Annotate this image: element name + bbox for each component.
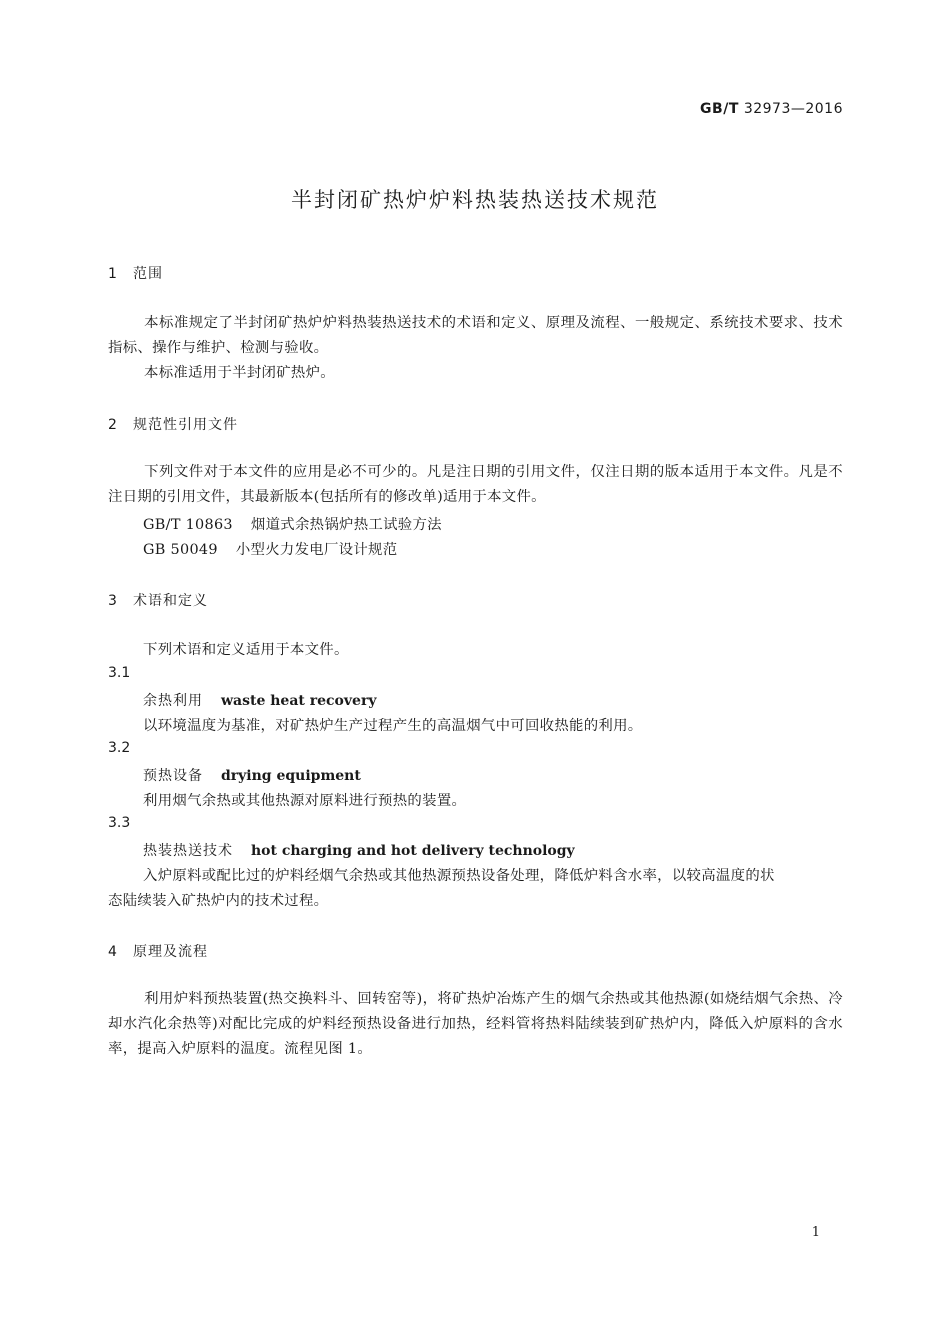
- term-name-cn: 预热设备: [143, 768, 203, 784]
- term-name-cn: 热装热送技术: [143, 843, 233, 859]
- section-2-heading: [108, 414, 238, 434]
- section-3-intro: 下列术语和定义适用于本文件。: [143, 642, 349, 658]
- reference-code: GB 50049: [143, 542, 218, 558]
- term-definition-line-2: 态陆续装入矿热炉内的技术过程。: [108, 893, 329, 909]
- section-number: 3: [108, 593, 118, 609]
- standard-number: 32973—2016: [743, 101, 843, 117]
- term-number: 3.1: [108, 665, 131, 681]
- standard-code: [700, 101, 843, 117]
- reference-title: 小型火力发电厂设计规范: [235, 542, 398, 558]
- standard-prefix: GB/T: [700, 101, 739, 117]
- term-name-en: drying equipment: [221, 768, 361, 784]
- section-3-heading: [108, 590, 208, 610]
- section-1-paragraph-2: 本标准适用于半封闭矿热炉。: [144, 365, 335, 381]
- section-title: 规范性引用文件: [133, 417, 238, 433]
- reference-item: [143, 513, 442, 534]
- term-name-cn: 余热利用: [143, 693, 203, 709]
- section-number: 1: [108, 266, 118, 282]
- page-number: 1: [811, 1225, 820, 1240]
- section-title: 原理及流程: [133, 944, 208, 960]
- term-number: 3.2: [108, 740, 131, 756]
- section-number: 4: [108, 944, 118, 960]
- section-4-paragraph-1: 利用炉料预热装置(热交换料斗、回转窑等)，将矿热炉冶炼产生的烟气余热或其他热源(如烧结烟气余热、冷却水汽化余热等)对配比完成的炉料经预热设备进行加热，经料管将热料陆续装到矿热炉内，降低入炉原料的含水率，提高入炉原料的温度。流程见图 1。: [108, 991, 843, 1057]
- term-name: [143, 840, 575, 860]
- reference-title: 烟道式余热锅炉热工试验方法: [250, 517, 442, 533]
- term-number: 3.3: [108, 815, 131, 831]
- term-definition: 利用烟气余热或其他热源对原料进行预热的装置。: [143, 793, 467, 809]
- term-name-en: waste heat recovery: [221, 693, 377, 709]
- term-name: [143, 765, 361, 785]
- section-title: 术语和定义: [133, 593, 208, 609]
- term-name-en: hot charging and hot delivery technology: [251, 843, 575, 859]
- section-number: 2: [108, 417, 118, 433]
- reference-code: GB/T 10863: [143, 517, 233, 533]
- section-2-paragraph-1: 下列文件对于本文件的应用是必不可少的。凡是注日期的引用文件，仅注日期的版本适用于本文件。凡是不注日期的引用文件，其最新版本(包括所有的修改单)适用于本文件。: [108, 464, 843, 505]
- section-4-heading: [108, 941, 208, 961]
- document-title: 半封闭矿热炉炉料热装热送技术规范: [291, 188, 659, 212]
- section-title: 范围: [133, 266, 163, 282]
- term-name: [143, 690, 376, 710]
- term-definition: 以环境温度为基准，对矿热炉生产过程产生的高温烟气中可回收热能的利用。: [143, 718, 643, 734]
- reference-item: [143, 538, 397, 559]
- term-definition-line-1: 入炉原料或配比过的炉料经烟气余热或其他热源预热设备处理，降低炉料含水率，以较高温度的状: [143, 868, 775, 884]
- section-1-heading: [108, 263, 163, 283]
- section-1-paragraph-1: 本标准规定了半封闭矿热炉炉料热装热送技术的术语和定义、原理及流程、一般规定、系统技术要求、技术指标、操作与维护、检测与验收。: [108, 315, 843, 356]
